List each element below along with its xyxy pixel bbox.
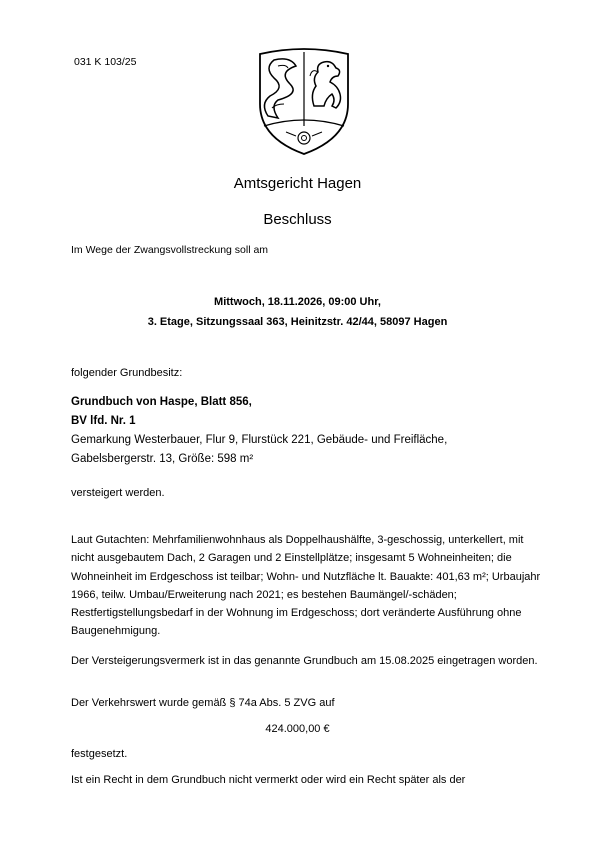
court-name: Amtsgericht Hagen	[233, 175, 362, 192]
parcel-line-2: Gabelsbergerstr. 13, Größe: 598 m²	[71, 453, 254, 465]
rights-note: Ist ein Recht in dem Grundbuch nicht vermerkt oder wird ein Recht später als der	[71, 774, 466, 786]
expert-report: Laut Gutachten: Mehrfamilienwohnhaus als Doppelhaushälfte, 3-geschossig, unterkellert, mit nicht ausgebautem Dach, 2 Garagen und 2 Einstellplätze; insgesamt 5 Wohneinheiten; die Wohneinheit im Erdgeschoss ist teilbar; Wohn- und Nutzfläche lt. Bauakte: 401,63 m²; Urbaujahr 1966, teilw. Umbau/Erweiterung nach 2021; es bestehen Baumängel/-schäden; Restfertigstellungsbedarf in der Wohnung im Erdgeschoss; dort veränderte Ausführung ohne Baugenehmigung.	[71, 534, 541, 638]
case-reference: 031 K 103/25	[74, 56, 137, 68]
sold-text: versteigert werden.	[71, 487, 165, 499]
nrw-coat-of-arms-icon	[256, 46, 352, 158]
auction-date: Mittwoch, 18.11.2026, 09:00 Uhr,	[214, 296, 381, 308]
intro-text: Im Wege der Zwangsvollstreckung soll am	[71, 244, 269, 256]
set-text: festgesetzt.	[71, 748, 128, 760]
property-label: folgender Grundbesitz:	[71, 367, 183, 379]
land-register: Grundbuch von Haspe, Blatt 856,	[71, 396, 252, 408]
registration-note: Der Versteigerungsvermerk ist in das genannte Grundbuch am 15.08.2025 eingetragen worden.	[71, 655, 538, 667]
property-block	[71, 393, 541, 469]
market-value: 424.000,00 €	[265, 723, 330, 735]
market-value-note: Der Verkehrswert wurde gemäß § 74a Abs. 5 ZVG auf	[71, 697, 335, 709]
document-title: Beschluss	[263, 211, 332, 228]
bv-number: BV lfd. Nr. 1	[71, 415, 136, 427]
auction-location: 3. Etage, Sitzungssaal 363, Heinitzstr. 42/44, 58097 Hagen	[147, 316, 448, 328]
parcel-line-1: Gemarkung Westerbauer, Flur 9, Flurstück 221, Gebäude- und Freifläche,	[71, 434, 448, 446]
